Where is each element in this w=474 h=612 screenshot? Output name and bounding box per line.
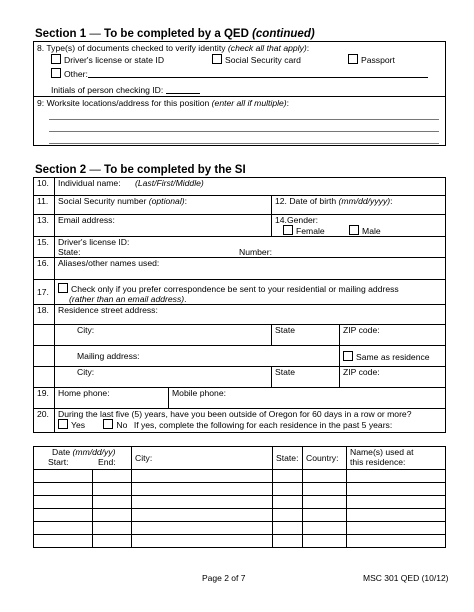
history-cell[interactable] bbox=[93, 509, 132, 522]
start-header: Start: bbox=[48, 457, 69, 467]
history-cell[interactable] bbox=[303, 470, 347, 483]
history-cell[interactable] bbox=[303, 535, 347, 548]
history-cell[interactable] bbox=[273, 509, 303, 522]
history-cell[interactable] bbox=[347, 496, 446, 509]
history-cell[interactable] bbox=[273, 483, 303, 496]
correspondence-cell: Check only if you prefer correspondence be sent to your residential or mailing address (rather than an email address). bbox=[55, 280, 446, 305]
history-cell[interactable] bbox=[34, 483, 93, 496]
q18-number: 18. bbox=[34, 305, 55, 325]
page-number: Page 2 of 7 bbox=[202, 573, 246, 583]
history-cell[interactable] bbox=[303, 483, 347, 496]
history-row bbox=[34, 535, 446, 548]
city-header: City: bbox=[132, 447, 273, 470]
q11-number: 11. bbox=[34, 196, 55, 215]
q8-number: 8. bbox=[37, 43, 45, 53]
q13-number: 13. bbox=[34, 215, 55, 237]
history-cell[interactable] bbox=[303, 509, 347, 522]
history-row bbox=[34, 483, 446, 496]
history-cell[interactable] bbox=[132, 522, 273, 535]
initials-field[interactable] bbox=[166, 84, 200, 94]
country-header: Country: bbox=[303, 447, 347, 470]
section1-table bbox=[33, 41, 446, 146]
aliases-field[interactable]: Aliases/other names used: bbox=[55, 258, 446, 280]
q9-hint: (enter all if multiple) bbox=[211, 98, 287, 108]
mailing-zip-field[interactable]: ZIP code: bbox=[340, 367, 446, 388]
history-cell[interactable] bbox=[273, 496, 303, 509]
female-checkbox[interactable] bbox=[283, 225, 293, 235]
history-cell[interactable] bbox=[132, 535, 273, 548]
names-header: Name(s) used at this residence: bbox=[347, 447, 446, 470]
dob-field[interactable]: 12. Date of birth (mm/dd/yyyy): bbox=[272, 196, 446, 215]
section2-table bbox=[33, 177, 446, 433]
other-field[interactable] bbox=[88, 68, 428, 78]
name-field[interactable]: Individual name: (Last/First/Middle) bbox=[55, 178, 446, 196]
mailing-address-field[interactable]: Mailing address: bbox=[55, 346, 340, 367]
license-number-label: Number: bbox=[239, 247, 272, 257]
q9-label: Worksite locations/address for this position bbox=[46, 98, 212, 108]
history-cell[interactable] bbox=[34, 522, 93, 535]
section2-heading: Section 2 — To be completed by the SI bbox=[35, 164, 246, 176]
q20-number: 20. bbox=[34, 409, 55, 433]
history-cell[interactable] bbox=[132, 483, 273, 496]
history-cell[interactable] bbox=[347, 535, 446, 548]
q8-hint: (check all that apply) bbox=[227, 43, 307, 53]
section1-heading: Section 1 — To be completed by a QED (continued) bbox=[35, 28, 315, 40]
no-checkbox[interactable] bbox=[103, 419, 113, 429]
history-cell[interactable] bbox=[93, 496, 132, 509]
male-checkbox[interactable] bbox=[349, 225, 359, 235]
q15-number: 15. bbox=[34, 237, 55, 258]
license-id-cell[interactable]: Driver's license ID: State: Number: bbox=[55, 237, 446, 258]
home-phone-field[interactable]: Home phone: bbox=[55, 388, 169, 409]
mobile-phone-field[interactable]: Mobile phone: bbox=[169, 388, 446, 409]
history-cell[interactable] bbox=[303, 496, 347, 509]
history-row bbox=[34, 470, 446, 483]
history-cell[interactable] bbox=[273, 522, 303, 535]
history-cell[interactable] bbox=[34, 470, 93, 483]
worksite-line-3[interactable] bbox=[49, 131, 439, 144]
ssc-checkbox[interactable] bbox=[212, 54, 222, 64]
history-cell[interactable] bbox=[303, 522, 347, 535]
q9-cell: 9: Worksite locations/address for this position (enter all if multiple): bbox=[34, 97, 446, 146]
history-cell[interactable] bbox=[273, 470, 303, 483]
history-cell[interactable] bbox=[347, 509, 446, 522]
correspondence-checkbox[interactable] bbox=[58, 283, 68, 293]
mailing-city-field[interactable]: City: bbox=[55, 367, 272, 388]
q19-number: 19. bbox=[34, 388, 55, 409]
q17-number: 17. bbox=[34, 280, 55, 305]
history-cell[interactable] bbox=[93, 483, 132, 496]
form-number: MSC 301 QED (10/12) bbox=[363, 573, 449, 583]
q8-option-ssc[interactable]: Social Security card bbox=[212, 54, 301, 65]
history-cell[interactable] bbox=[132, 509, 273, 522]
history-cell[interactable] bbox=[34, 535, 93, 548]
ssn-field[interactable]: Social Security number (optional): bbox=[55, 196, 272, 215]
history-cell[interactable] bbox=[34, 496, 93, 509]
history-cell[interactable] bbox=[347, 522, 446, 535]
q9-number: 9: bbox=[37, 98, 45, 108]
same-as-residence-checkbox[interactable] bbox=[343, 351, 353, 361]
q10-number: 10. bbox=[34, 178, 55, 196]
history-cell[interactable] bbox=[132, 470, 273, 483]
state-header: State: bbox=[273, 447, 303, 470]
q8-label: Type(s) of documents checked to verify identity bbox=[46, 43, 228, 53]
outside-oregon-cell: During the last five (5) years, have you been outside of Oregon for 60 days in a row or more? Yes No If yes, complete the following for each residence in the past 5 years: bbox=[55, 409, 446, 433]
history-cell[interactable] bbox=[93, 470, 132, 483]
license-state-label: State: bbox=[58, 247, 81, 257]
residence-state-field[interactable]: State bbox=[272, 325, 340, 346]
q8-cell: 8. Type(s) of documents checked to verify identity (check all that apply): Driver's license or state ID Social Security card Passport Other: Initials of person checking ID: bbox=[34, 42, 446, 97]
history-cell[interactable] bbox=[347, 483, 446, 496]
same-as-residence-cell[interactable]: Same as residence bbox=[340, 346, 446, 367]
q8-option-other[interactable]: Other: bbox=[51, 68, 428, 79]
history-row bbox=[34, 509, 446, 522]
initials-label: Initials of person checking ID: bbox=[51, 85, 164, 95]
yes-checkbox[interactable] bbox=[58, 419, 68, 429]
email-field[interactable]: Email address: bbox=[55, 215, 272, 237]
history-row bbox=[34, 496, 446, 509]
history-cell[interactable] bbox=[93, 535, 132, 548]
history-cell[interactable] bbox=[132, 496, 273, 509]
residence-zip-field[interactable]: ZIP code: bbox=[340, 325, 446, 346]
history-row bbox=[34, 522, 446, 535]
license-checkbox[interactable] bbox=[51, 54, 61, 64]
history-cell[interactable] bbox=[93, 522, 132, 535]
q8-option-license[interactable]: Driver's license or state ID bbox=[51, 54, 164, 65]
history-cell[interactable] bbox=[34, 509, 93, 522]
residence-city-field[interactable]: City: bbox=[55, 325, 272, 346]
residence-history-table bbox=[33, 446, 446, 548]
date-header: Date (mm/dd/yy) Start: End: bbox=[34, 447, 132, 470]
gender-cell: 14.Gender: Female Male bbox=[272, 215, 446, 237]
history-cell[interactable] bbox=[273, 535, 303, 548]
other-checkbox[interactable] bbox=[51, 68, 61, 78]
q16-number: 16. bbox=[34, 258, 55, 280]
history-cell[interactable] bbox=[347, 470, 446, 483]
q8-option-passport[interactable]: Passport bbox=[348, 54, 395, 65]
mailing-state-field[interactable]: State bbox=[272, 367, 340, 388]
passport-checkbox[interactable] bbox=[348, 54, 358, 64]
end-header: End: bbox=[98, 457, 116, 467]
residence-address-field[interactable]: Residence street address: bbox=[55, 305, 446, 325]
